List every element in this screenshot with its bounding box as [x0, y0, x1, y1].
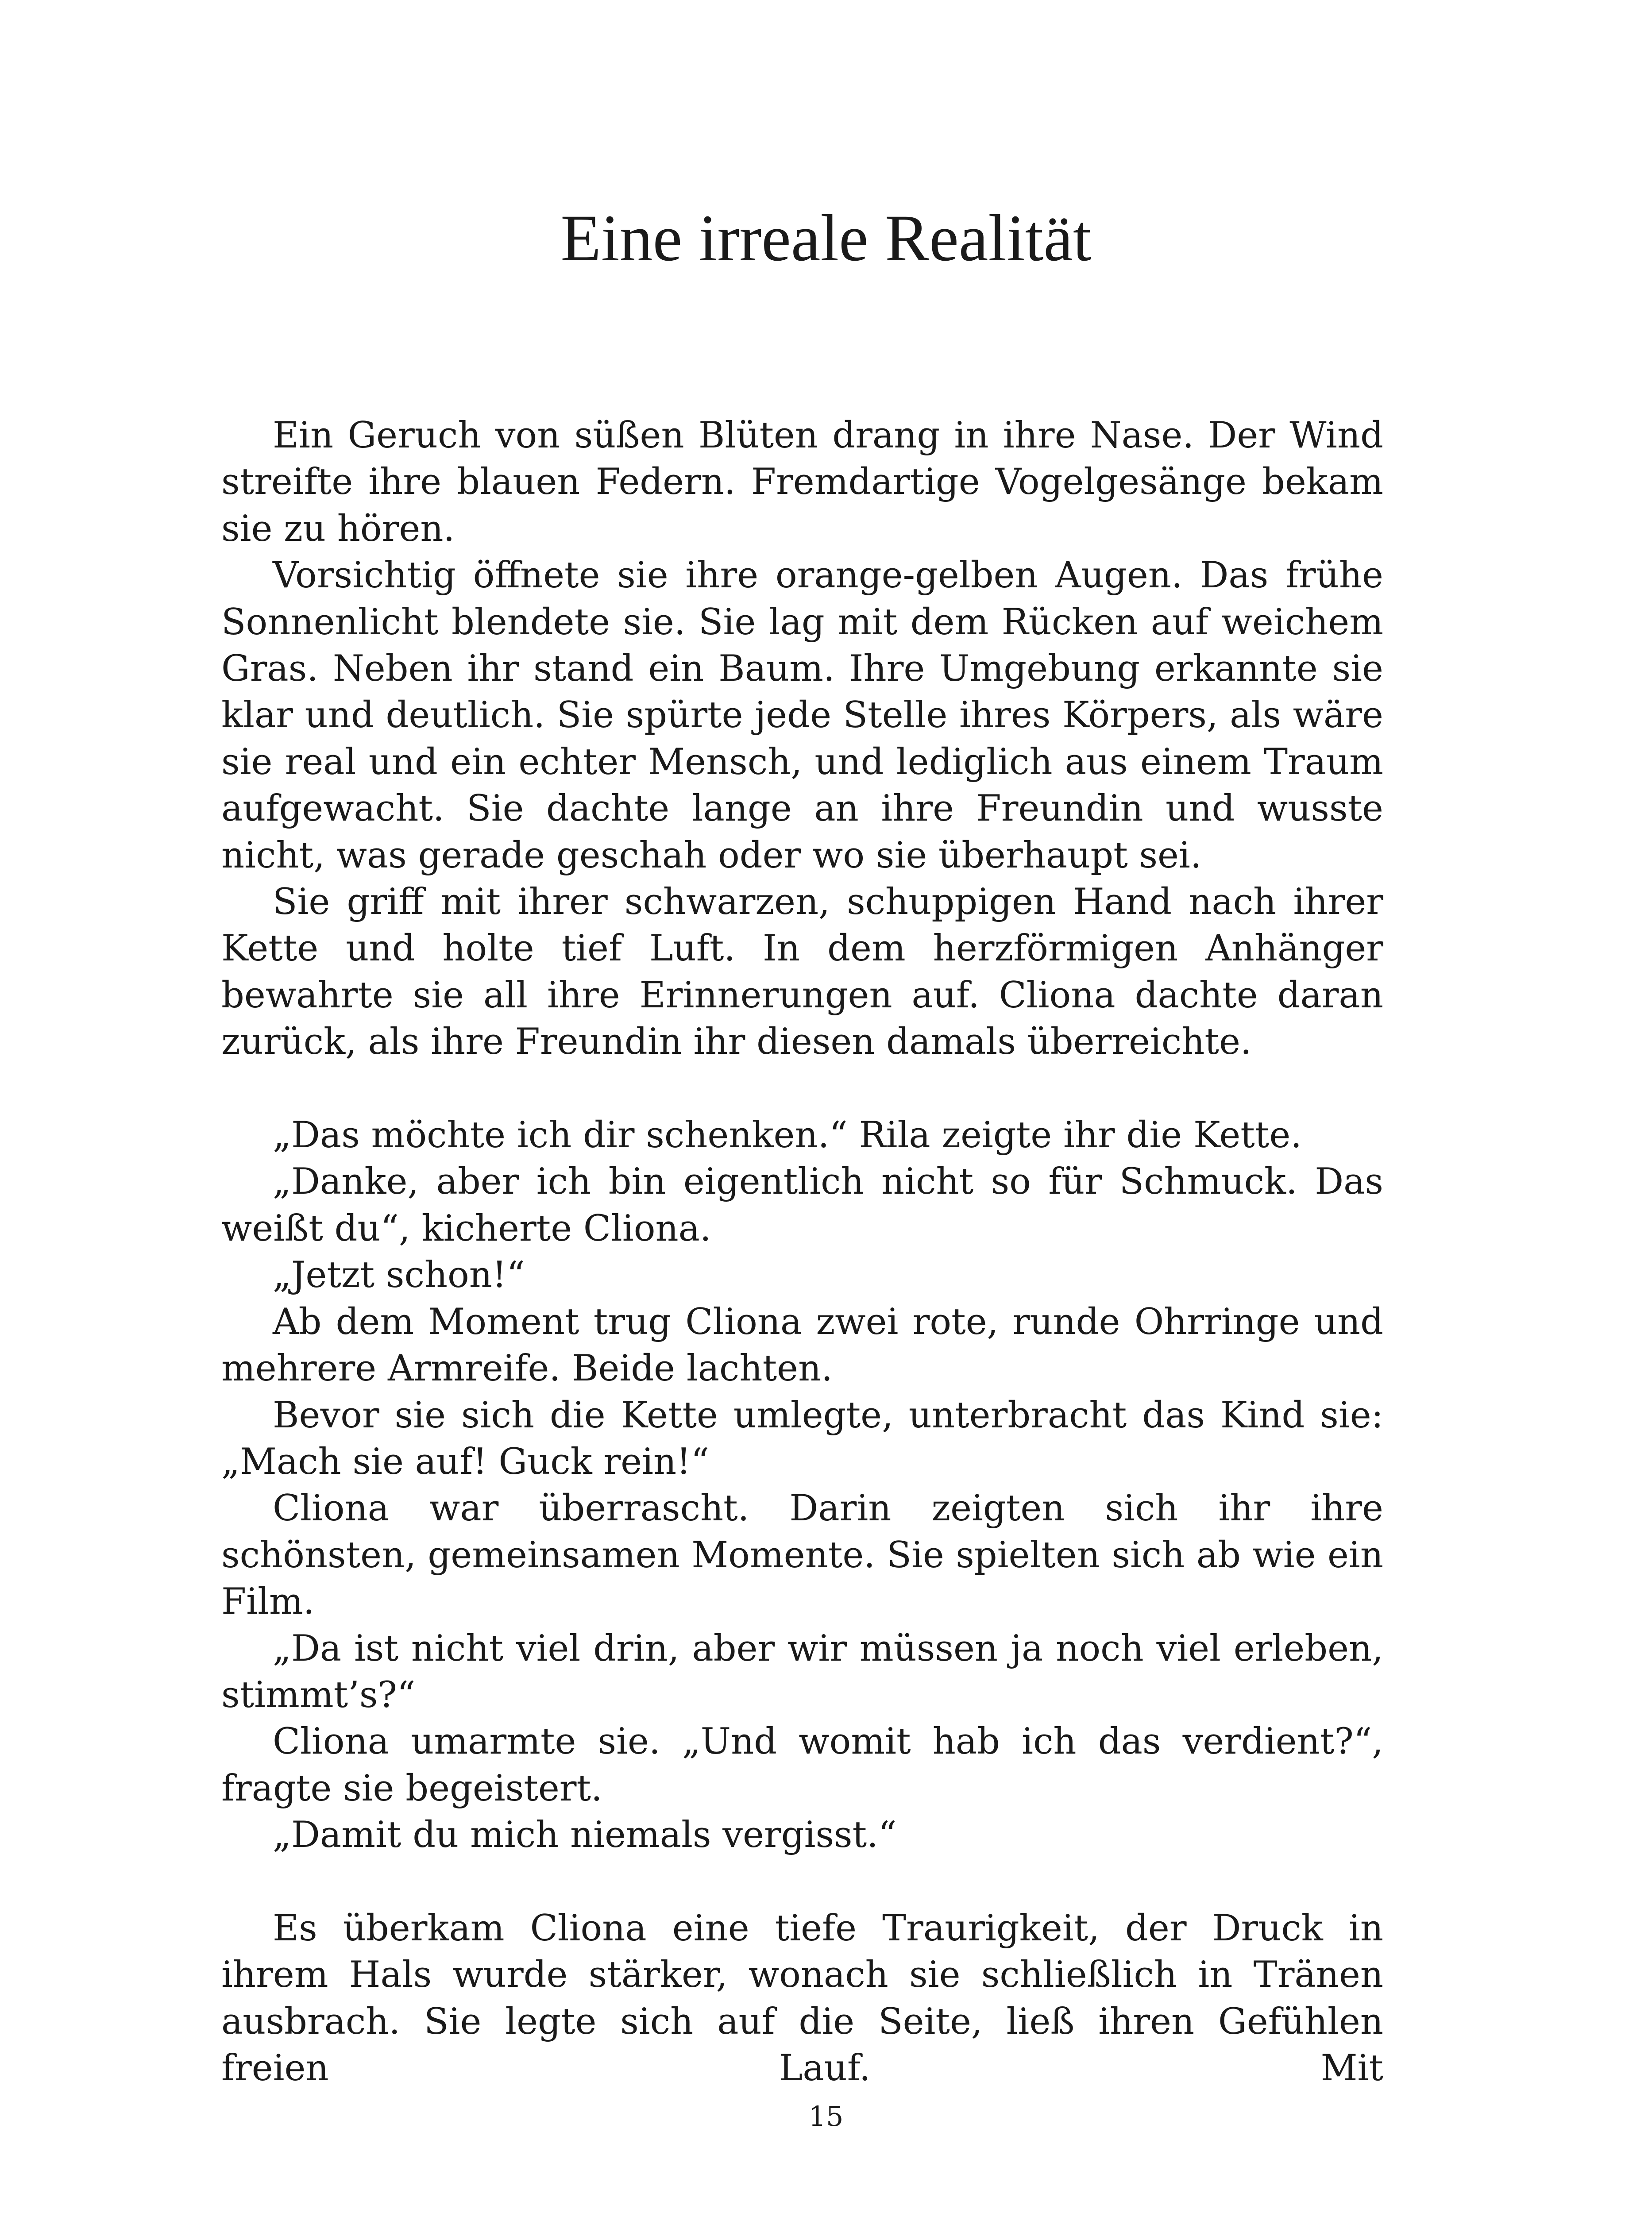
paragraph: „Damit du mich niemals vergisst.“	[273, 1814, 897, 1856]
paragraph: Ein Geruch von süßen Blüten drang in ihre Nase. Der Wind streifte ihre blauen Federn. Fremdartige Vogelgesänge bekam sie zu hören.	[221, 415, 1383, 550]
paragraph: „Das möchte ich dir schenken.“ Rila zeigte ihr die Kette.	[273, 1114, 1302, 1157]
paragraph: „Danke, aber ich bin eigentlich nicht so für Schmuck. Das weißt du“, kicherte Cliona.	[221, 1161, 1383, 1249]
chapter-body	[221, 413, 1383, 2092]
paragraph: Ab dem Moment trug Cliona zwei rote, runde Ohrringe und mehrere Armreife. Beide lachten.	[221, 1301, 1383, 1390]
paragraph: „Jetzt schon!“	[273, 1254, 525, 1296]
paragraph: Vorsichtig öffnete sie ihre orange-gelben Augen. Das frühe Sonnenlicht blendete sie. Sie lag mit dem Rücken auf weichem Gras. Neben ihr stand ein Baum. Ihre Umgebung erkannte sie klar und deutlich. Sie spürte jede Stelle ihres Körpers, als wäre sie real und ein echter Mensch, und lediglich aus einem Traum aufgewacht. Sie dachte lange an ihre Freundin und wusste nicht, was gerade geschah oder wo sie überhaupt sei.	[221, 555, 1383, 876]
paragraph: „Da ist nicht viel drin, aber wir müssen ja noch viel erleben, stimmt’s?“	[221, 1627, 1383, 1716]
chapter-title: Eine irreale Realität	[560, 201, 1092, 275]
paragraph: Cliona umarmte sie. „Und womit hab ich das verdient?“, fragte sie begeistert.	[221, 1721, 1383, 1809]
paragraph: Cliona war überrascht. Darin zeigten sich ihr ihre schönsten, gemeinsamen Momente. Sie spielten sich ab wie ein Film.	[221, 1488, 1383, 1623]
page-number: 15	[808, 2100, 844, 2132]
paragraph: Es überkam Cliona eine tiefe Traurigkeit, der Druck in ihrem Hals wurde stärker, wonach sie schließlich in Tränen ausbrach. Sie legte sich auf die Seite, ließ ihren Gefühlen freien Lauf. Mit	[221, 1907, 1383, 2090]
paragraph: Sie griff mit ihrer schwarzen, schuppigen Hand nach ihrer Kette und holte tief Luft. In dem herzförmigen Anhänger bewahrte sie all ihre Erinnerungen auf. Cliona dachte daran zurück, als ihre Freundin ihr diesen damals überreichte.	[221, 881, 1383, 1063]
paragraph: Bevor sie sich die Kette umlegte, unterbracht das Kind sie: „Mach sie auf! Guck rein!“	[221, 1394, 1383, 1483]
